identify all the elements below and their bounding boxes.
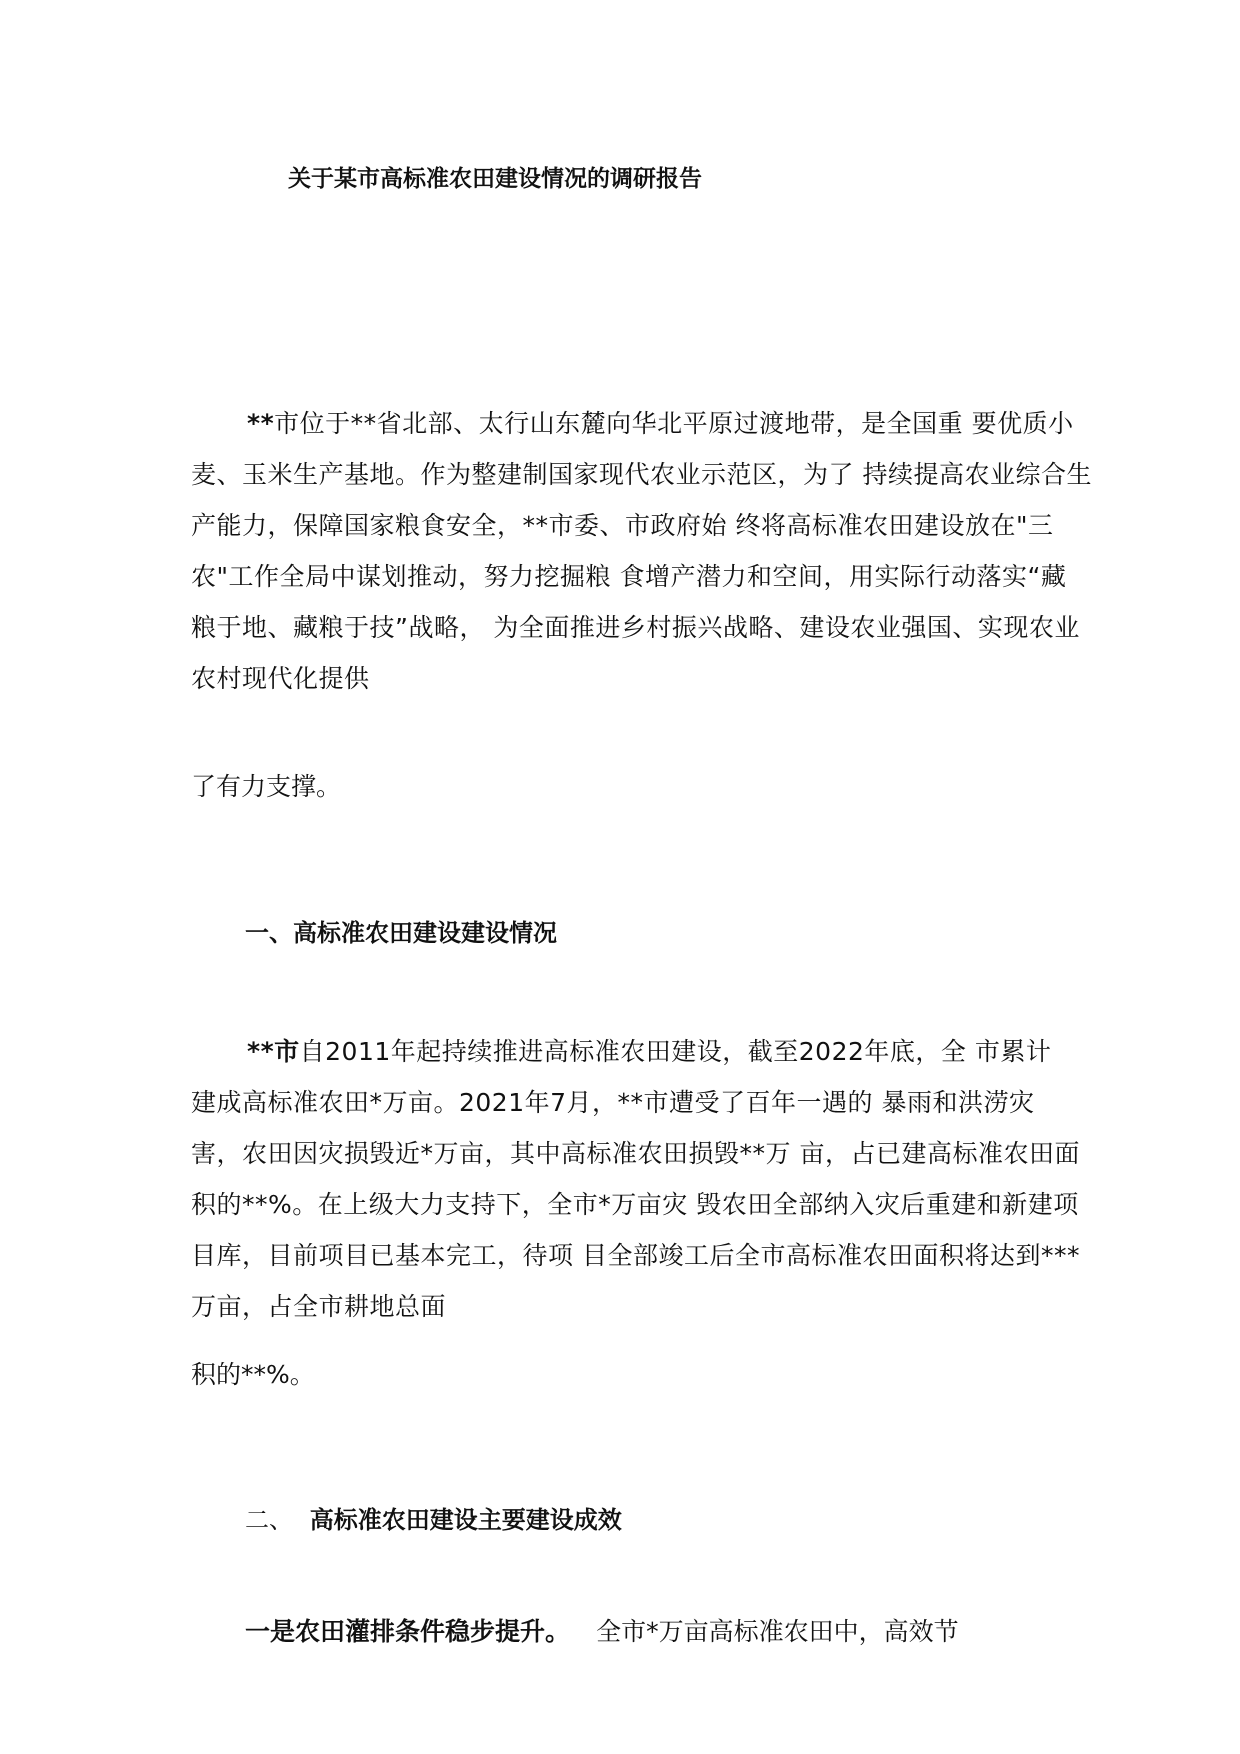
point-1-text: 全市*万亩高标准农田中，高效节 <box>596 1617 959 1646</box>
paragraph-line: 粮于地、藏粮于技”战略， 为全面推进乡村振兴战略、建设农业强国、实现农业 <box>191 613 1080 642</box>
paragraph-line: 产能力，保障国家粮食安全，**市委、市政府始 终将高标准农田建设放在"三 <box>191 511 1054 540</box>
paragraph-line: 积的**%。在上级大力支持下，全市*万亩灾 毁农田全部纳入灾后重建和新建项 <box>191 1190 1079 1219</box>
section-heading-2 <box>245 1500 622 1535</box>
placeholder-lead: **市 <box>247 1037 300 1066</box>
section1-paragraph <box>191 1026 1080 1332</box>
paragraph-line: 农"工作全局中谋划推动，努力挖掘粮 食增产潜力和空间，用实际行动落实“藏 <box>191 562 1067 591</box>
point-1-lead: 一是农田灌排条件稳步提升。 <box>245 1617 571 1646</box>
paragraph-line: 农村现代化提供 <box>191 664 370 693</box>
section-number: 二、 <box>245 1506 293 1534</box>
placeholder-lead: ** <box>247 409 275 438</box>
point-1 <box>245 1612 959 1648</box>
section1-tail: 积的**%。 <box>191 1360 315 1389</box>
paragraph-line: 害，农田因灾损毁近*万亩，其中高标准农田损毁**万 亩，占已建高标准农田面 <box>191 1139 1080 1168</box>
paragraph-line: 万亩，占全市耕地总面 <box>191 1292 447 1321</box>
paragraph-line: **市自2011年起持续推进高标准农田建设，截至2022年底，全 市累计 <box>247 1037 1052 1066</box>
intro-paragraph <box>191 398 1092 704</box>
section-heading-1: 一、高标准农田建设建设情况 <box>245 919 557 947</box>
paragraph-line: 建成高标准农田*万亩。2021年7月，**市遭受了百年一遇的 暴雨和洪涝灾 <box>191 1088 1035 1117</box>
paragraph-line: 麦、玉米生产基地。作为整建制国家现代农业示范区，为了 持续提高农业综合生 <box>191 460 1092 489</box>
intro-tail: 了有力支撑。 <box>191 772 342 801</box>
section-title: 高标准农田建设主要建设成效 <box>309 1506 622 1534</box>
paragraph-line: **市位于**省北部、太行山东麓向华北平原过渡地带，是全国重 要优质小 <box>247 409 1074 438</box>
paragraph-line: 目库，目前项目已基本完工，待项 目全部竣工后全市高标准农田面积将达到*** <box>191 1241 1080 1270</box>
document-title: 关于某市高标准农田建设情况的调研报告 <box>288 166 702 192</box>
